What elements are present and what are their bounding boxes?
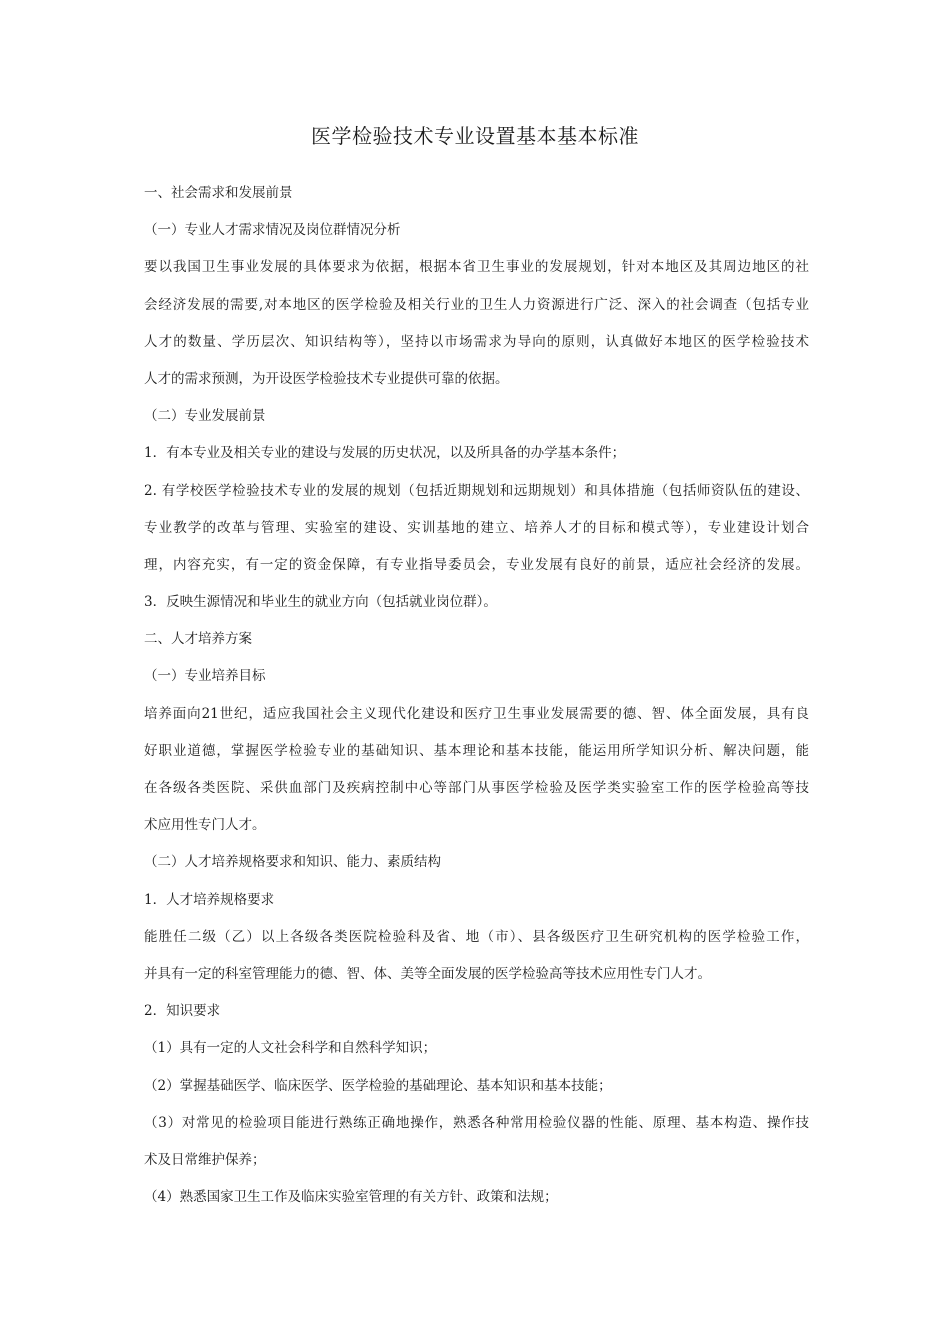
text-line: 专业教学的改革与管理、实验室的建设、实训基地的建立、培养人才的目标和模式等），专业建设计划合 [144, 519, 809, 536]
text-line: 培养面向21世纪，适应我国社会主义现代化建设和医疗卫生事业发展需要的德、智、体全面发展，具有良 [144, 705, 809, 722]
document-body [144, 175, 809, 1216]
text-line: （一）专业人才需求情况及岗位群情况分析 [144, 222, 401, 239]
text-line: （一）专业培养目标 [144, 668, 266, 685]
text-line: 一、社会需求和发展前景 [144, 185, 293, 201]
text-line: 人才的需求预测，为开设医学检验技术专业提供可靠的依据。 [144, 370, 509, 387]
text-line: 能胜任二级（乙）以上各级各类医院检验科及省、地（市）、县各级医疗卫生研究机构的医学检验工作， [144, 928, 809, 945]
text-line: （二）专业发展前景 [144, 408, 266, 425]
text-line: 人才的数量、学历层次、知识结构等），坚持以市场需求为导向的原则，认真做好本地区的医学检验技术 [144, 333, 809, 350]
text-line: （1）具有一定的人文社会科学和自然科学知识； [144, 1040, 437, 1057]
text-line: 会经济发展的需要,对本地区的医学检验及相关行业的卫生人力资源进行广泛、深入的社会调查（包括专业 [144, 296, 809, 313]
text-line: （4）熟悉国家卫生工作及临床实验室管理的有关方针、政策和法规； [144, 1189, 558, 1206]
text-line: 并具有一定的科室管理能力的德、智、体、美等全面发展的医学检验高等技术应用性专门人才。 [144, 965, 711, 982]
text-line: （3）对常见的检验项目能进行熟练正确地操作，熟悉各种常用检验仪器的性能、原理、基本构造、操作技 [144, 1114, 809, 1131]
text-line: 1．人才培养规格要求 [144, 891, 275, 908]
text-line: 术及日常维护保养； [144, 1151, 266, 1168]
text-line: 2. 有学校医学检验技术专业的发展的规划（包括近期规划和远期规划）和具体措施（包括师资队伍的建设、 [144, 482, 809, 499]
text-line: （二）人才培养规格要求和知识、能力、素质结构 [144, 854, 441, 871]
text-line: 好职业道德，掌握医学检验专业的基础知识、基本理论和基本技能，能运用所学知识分析、解决问题，能 [144, 742, 809, 759]
text-line: 3．反映生源情况和毕业生的就业方向（包括就业岗位群）。 [144, 594, 497, 611]
text-line: 在各级各类医院、采供血部门及疾病控制中心等部门从事医学检验及医学类实验室工作的医学检验高等技 [144, 780, 809, 796]
text-line: 术应用性专门人才。 [144, 817, 266, 834]
text-line: 1．有本专业及相关专业的建设与发展的历史状况，以及所具备的办学基本条件； [144, 445, 626, 462]
text-line: （2）掌握基础医学、临床医学、医学检验的基础理论、基本知识和基本技能； [144, 1077, 612, 1094]
document-title: 医学检验技术专业设置基本基本标准 [311, 124, 639, 148]
text-line: 二、人才培养方案 [144, 631, 252, 648]
text-line: 2．知识要求 [144, 1003, 221, 1020]
text-line: 要以我国卫生事业发展的具体要求为依据，根据本省卫生事业的发展规划，针对本地区及其周边地区的社 [144, 259, 809, 276]
text-line: 理，内容充实，有一定的资金保障，有专业指导委员会，专业发展有良好的前景，适应社会经济的发展。 [144, 556, 809, 573]
